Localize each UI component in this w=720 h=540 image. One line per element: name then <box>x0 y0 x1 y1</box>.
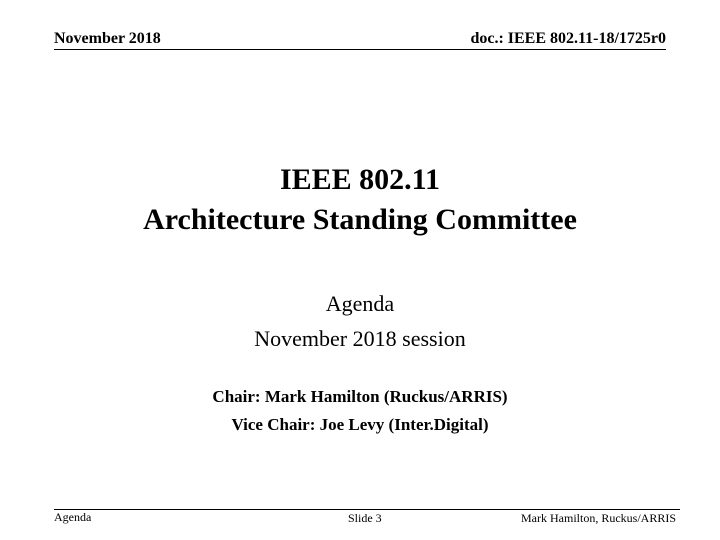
slide-number: Slide 3 <box>348 511 382 525</box>
header-divider <box>54 49 666 50</box>
slide-subtitle <box>0 286 720 356</box>
chairs-info <box>0 383 720 439</box>
footer-author: Mark Hamilton, Ruckus/ARRIS <box>521 511 676 525</box>
footer-divider <box>54 509 680 510</box>
footer-left-text: Agenda <box>54 510 92 524</box>
slide-subtitle-line-2: November 2018 session <box>254 326 466 351</box>
chair-line: Chair: Mark Hamilton (Ruckus/ARRIS) <box>212 387 508 406</box>
header-doc-id: doc.: IEEE 802.11-18/1725r0 <box>470 30 666 47</box>
slide-title-line-1: IEEE 802.11 <box>279 163 441 196</box>
header-date: November 2018 <box>54 30 161 47</box>
vice-chair-line: Vice Chair: Joe Levy (Inter.Digital) <box>231 415 489 434</box>
slide-title <box>0 160 720 240</box>
slide-subtitle-line-1: Agenda <box>325 291 395 316</box>
slide-title-line-2: Architecture Standing Committee <box>143 203 577 236</box>
